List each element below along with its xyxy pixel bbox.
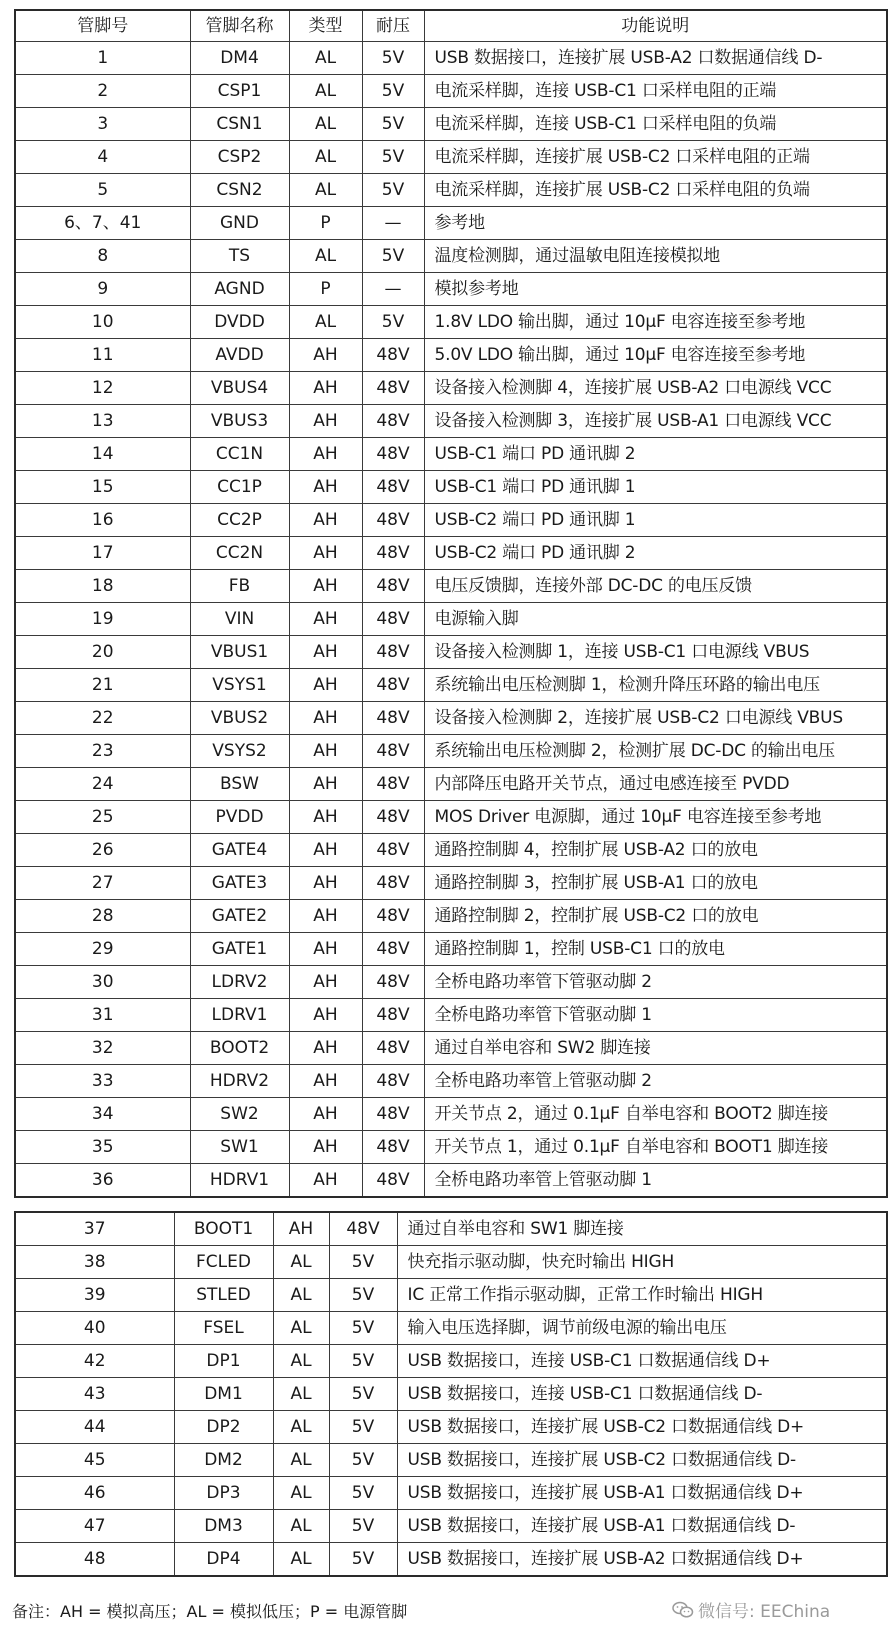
pin-number-cell: 15	[15, 471, 190, 504]
pin-name-cell: DM1	[174, 1378, 273, 1411]
table-row	[15, 570, 887, 603]
pin-number-cell: 3	[15, 108, 190, 141]
pin-number-cell: 11	[15, 339, 190, 372]
pin-type-cell: AL	[273, 1543, 329, 1577]
function-description-cell: 输入电压选择脚，调节前级电源的输出电压	[397, 1312, 887, 1345]
table-row	[15, 1164, 887, 1198]
pin-name-cell: DP4	[174, 1543, 273, 1577]
pin-number-cell: 38	[15, 1246, 174, 1279]
function-description-cell: 通路控制脚 1，控制 USB-C1 口的放电	[424, 933, 887, 966]
table-row	[15, 1279, 887, 1312]
pin-name-cell: CC2N	[190, 537, 289, 570]
function-description-cell: USB-C1 端口 PD 通讯脚 1	[424, 471, 887, 504]
pin-number-cell: 44	[15, 1411, 174, 1444]
function-description-cell: USB 数据接口，连接扩展 USB-A1 口数据通信线 D+	[397, 1477, 887, 1510]
voltage-rating-cell: 48V	[362, 966, 424, 999]
pin-number-cell: 13	[15, 405, 190, 438]
table-row	[15, 1246, 887, 1279]
pin-name-cell: GATE2	[190, 900, 289, 933]
pin-name-cell: LDRV2	[190, 966, 289, 999]
pin-number-cell: 12	[15, 372, 190, 405]
pin-name-cell: BOOT2	[190, 1032, 289, 1065]
voltage-rating-cell: 5V	[362, 174, 424, 207]
pin-number-cell: 30	[15, 966, 190, 999]
pin-number-cell: 37	[15, 1212, 174, 1246]
voltage-rating-cell: 5V	[329, 1411, 397, 1444]
pin-number-cell: 10	[15, 306, 190, 339]
table-row	[15, 999, 887, 1032]
pin-type-cell: AH	[289, 900, 362, 933]
pin-name-cell: FB	[190, 570, 289, 603]
voltage-rating-cell: 48V	[362, 1098, 424, 1131]
pin-name-cell: DP1	[174, 1345, 273, 1378]
pin-number-cell: 23	[15, 735, 190, 768]
function-description-cell: 1.8V LDO 输出脚，通过 10μF 电容连接至参考地	[424, 306, 887, 339]
table-row	[15, 867, 887, 900]
function-description-cell: USB 数据接口，连接扩展 USB-A2 口数据通信线 D+	[397, 1543, 887, 1577]
voltage-rating-cell: 48V	[362, 1131, 424, 1164]
function-description-cell: 温度检测脚，通过温敏电阻连接模拟地	[424, 240, 887, 273]
voltage-rating-cell: 48V	[362, 372, 424, 405]
header-type: 类型	[289, 10, 362, 42]
pin-name-cell: DP2	[174, 1411, 273, 1444]
pin-number-cell: 18	[15, 570, 190, 603]
pin-name-cell: GATE3	[190, 867, 289, 900]
pin-type-cell: AL	[273, 1246, 329, 1279]
pin-type-cell: AH	[289, 405, 362, 438]
pin-name-cell: VBUS2	[190, 702, 289, 735]
pin-name-cell: CC1N	[190, 438, 289, 471]
function-description-cell: 模拟参考地	[424, 273, 887, 306]
table-row	[15, 1510, 887, 1543]
pin-table-lower	[14, 1211, 888, 1577]
voltage-rating-cell: 5V	[362, 108, 424, 141]
table-row	[15, 900, 887, 933]
table-row	[15, 1444, 887, 1477]
function-description-cell: USB 数据接口，连接扩展 USB-A1 口数据通信线 D-	[397, 1510, 887, 1543]
voltage-rating-cell: —	[362, 207, 424, 240]
function-description-cell: 开关节点 1，通过 0.1μF 自举电容和 BOOT1 脚连接	[424, 1131, 887, 1164]
voltage-rating-cell: 5V	[329, 1510, 397, 1543]
function-description-cell: 通路控制脚 3，控制扩展 USB-A1 口的放电	[424, 867, 887, 900]
table-row	[15, 1212, 887, 1246]
header-voltage-rating: 耐压	[362, 10, 424, 42]
voltage-rating-cell: 48V	[362, 636, 424, 669]
table-row	[15, 1065, 887, 1098]
function-description-cell: USB-C1 端口 PD 通讯脚 2	[424, 438, 887, 471]
pin-name-cell: AVDD	[190, 339, 289, 372]
function-description-cell: 内部降压电路开关节点，通过电感连接至 PVDD	[424, 768, 887, 801]
voltage-rating-cell: 5V	[329, 1543, 397, 1577]
pin-number-cell: 47	[15, 1510, 174, 1543]
pin-type-cell: AH	[289, 801, 362, 834]
pin-name-cell: DM3	[174, 1510, 273, 1543]
function-description-cell: 设备接入检测脚 2，连接扩展 USB-C2 口电源线 VBUS	[424, 702, 887, 735]
voltage-rating-cell: 5V	[329, 1477, 397, 1510]
voltage-rating-cell: 48V	[362, 603, 424, 636]
function-description-cell: USB-C2 端口 PD 通讯脚 1	[424, 504, 887, 537]
function-description-cell: 5.0V LDO 输出脚，通过 10μF 电容连接至参考地	[424, 339, 887, 372]
pin-name-cell: VSYS2	[190, 735, 289, 768]
function-description-cell: USB 数据接口，连接 USB-C1 口数据通信线 D-	[397, 1378, 887, 1411]
table-row	[15, 438, 887, 471]
pin-name-cell: HDRV1	[190, 1164, 289, 1198]
pin-type-cell: AL	[273, 1312, 329, 1345]
table-row	[15, 141, 887, 174]
pin-number-cell: 29	[15, 933, 190, 966]
table-row	[15, 669, 887, 702]
voltage-rating-cell: 5V	[329, 1444, 397, 1477]
pin-number-cell: 17	[15, 537, 190, 570]
voltage-rating-cell: 5V	[329, 1246, 397, 1279]
pin-number-cell: 35	[15, 1131, 190, 1164]
voltage-rating-cell: 5V	[329, 1378, 397, 1411]
voltage-rating-cell: 5V	[362, 240, 424, 273]
pin-number-cell: 26	[15, 834, 190, 867]
voltage-rating-cell: 48V	[362, 933, 424, 966]
pin-name-cell: CSP1	[190, 75, 289, 108]
function-description-cell: USB-C2 端口 PD 通讯脚 2	[424, 537, 887, 570]
pin-type-cell: AH	[289, 603, 362, 636]
pin-name-cell: DM2	[174, 1444, 273, 1477]
function-description-cell: 设备接入检测脚 3，连接扩展 USB-A1 口电源线 VCC	[424, 405, 887, 438]
table-row	[15, 240, 887, 273]
voltage-rating-cell: 5V	[329, 1312, 397, 1345]
pin-name-cell: VBUS1	[190, 636, 289, 669]
table-row	[15, 471, 887, 504]
table-row	[15, 1411, 887, 1444]
voltage-rating-cell: 48V	[362, 438, 424, 471]
table-row	[15, 933, 887, 966]
function-description-cell: 通过自举电容和 SW1 脚连接	[397, 1212, 887, 1246]
voltage-rating-cell: 48V	[362, 471, 424, 504]
function-description-cell: 电源输入脚	[424, 603, 887, 636]
voltage-rating-cell: 48V	[362, 1032, 424, 1065]
pin-number-cell: 31	[15, 999, 190, 1032]
pin-number-cell: 5	[15, 174, 190, 207]
pin-type-cell: AL	[273, 1477, 329, 1510]
pin-name-cell: FSEL	[174, 1312, 273, 1345]
pin-type-cell: AH	[289, 669, 362, 702]
pin-number-cell: 4	[15, 141, 190, 174]
table-row	[15, 174, 887, 207]
pin-name-cell: DP3	[174, 1477, 273, 1510]
pin-type-cell: AH	[273, 1212, 329, 1246]
pin-name-cell: DM4	[190, 42, 289, 75]
pin-name-cell: GATE4	[190, 834, 289, 867]
table-row	[15, 834, 887, 867]
pin-table-upper	[14, 9, 888, 1198]
pin-number-cell: 42	[15, 1345, 174, 1378]
voltage-rating-cell: 48V	[362, 768, 424, 801]
pin-number-cell: 33	[15, 1065, 190, 1098]
pin-type-cell: AH	[289, 1065, 362, 1098]
function-description-cell: 设备接入检测脚 4，连接扩展 USB-A2 口电源线 VCC	[424, 372, 887, 405]
table-row	[15, 801, 887, 834]
voltage-rating-cell: 48V	[362, 1065, 424, 1098]
table-row	[15, 207, 887, 240]
voltage-rating-cell: 48V	[362, 339, 424, 372]
function-description-cell: 全桥电路功率管下管驱动脚 1	[424, 999, 887, 1032]
pin-number-cell: 43	[15, 1378, 174, 1411]
function-description-cell: 系统输出电压检测脚 1，检测升降压环路的输出电压	[424, 669, 887, 702]
voltage-rating-cell: 48V	[362, 735, 424, 768]
voltage-rating-cell: 48V	[362, 405, 424, 438]
function-description-cell: USB 数据接口，连接扩展 USB-A2 口数据通信线 D-	[424, 42, 887, 75]
function-description-cell: IC 正常工作指示驱动脚，正常工作时输出 HIGH	[397, 1279, 887, 1312]
header-pin-number: 管脚号	[15, 10, 190, 42]
pin-number-cell: 8	[15, 240, 190, 273]
pin-type-cell: AL	[289, 75, 362, 108]
function-description-cell: 电流采样脚，连接 USB-C1 口采样电阻的正端	[424, 75, 887, 108]
pin-type-cell: AH	[289, 1131, 362, 1164]
pin-name-cell: BOOT1	[174, 1212, 273, 1246]
pin-number-cell: 46	[15, 1477, 174, 1510]
pin-type-cell: AL	[273, 1345, 329, 1378]
pin-type-cell: AL	[273, 1444, 329, 1477]
table-row	[15, 372, 887, 405]
pin-number-cell: 34	[15, 1098, 190, 1131]
function-description-cell: 全桥电路功率管下管驱动脚 2	[424, 966, 887, 999]
pin-name-cell: GND	[190, 207, 289, 240]
pin-name-cell: AGND	[190, 273, 289, 306]
pin-type-cell: AH	[289, 1098, 362, 1131]
pin-type-cell: AH	[289, 999, 362, 1032]
table-row	[15, 504, 887, 537]
pin-number-cell: 45	[15, 1444, 174, 1477]
pin-name-cell: BSW	[190, 768, 289, 801]
pin-number-cell: 20	[15, 636, 190, 669]
pin-number-cell: 2	[15, 75, 190, 108]
header-pin-name: 管脚名称	[190, 10, 289, 42]
voltage-rating-cell: 48V	[362, 504, 424, 537]
pin-type-cell: AL	[273, 1510, 329, 1543]
pin-number-cell: 24	[15, 768, 190, 801]
voltage-rating-cell: 48V	[362, 999, 424, 1032]
wechat-icon	[672, 1601, 694, 1619]
function-description-cell: 参考地	[424, 207, 887, 240]
pin-name-cell: CSN1	[190, 108, 289, 141]
pin-number-cell: 39	[15, 1279, 174, 1312]
pin-type-cell: AH	[289, 570, 362, 603]
pin-type-cell: AH	[289, 537, 362, 570]
table-row	[15, 108, 887, 141]
table-row	[15, 42, 887, 75]
watermark-text: 微信号: EEChina	[698, 1602, 831, 1622]
pin-number-cell: 25	[15, 801, 190, 834]
pin-type-cell: AH	[289, 867, 362, 900]
voltage-rating-cell: 48V	[362, 702, 424, 735]
table-row	[15, 1477, 887, 1510]
voltage-rating-cell: 48V	[329, 1212, 397, 1246]
table-row	[15, 966, 887, 999]
function-description-cell: USB 数据接口，连接 USB-C1 口数据通信线 D+	[397, 1345, 887, 1378]
pin-type-cell: AL	[289, 42, 362, 75]
function-description-cell: 通路控制脚 4，控制扩展 USB-A2 口的放电	[424, 834, 887, 867]
function-description-cell: 设备接入检测脚 1，连接 USB-C1 口电源线 VBUS	[424, 636, 887, 669]
table-row	[15, 1345, 887, 1378]
pin-type-cell: AH	[289, 504, 362, 537]
pin-type-cell: AL	[273, 1411, 329, 1444]
pin-name-cell: HDRV2	[190, 1065, 289, 1098]
function-description-cell: 电流采样脚，连接扩展 USB-C2 口采样电阻的正端	[424, 141, 887, 174]
pin-type-cell: AH	[289, 966, 362, 999]
function-description-cell: 电流采样脚，连接扩展 USB-C2 口采样电阻的负端	[424, 174, 887, 207]
table-row	[15, 1378, 887, 1411]
pin-number-cell: 22	[15, 702, 190, 735]
pin-type-cell: AH	[289, 372, 362, 405]
pin-number-cell: 1	[15, 42, 190, 75]
pin-type-cell: AH	[289, 471, 362, 504]
table-row	[15, 768, 887, 801]
pin-name-cell: SW2	[190, 1098, 289, 1131]
pin-type-cell: P	[289, 273, 362, 306]
voltage-rating-cell: 48V	[362, 801, 424, 834]
pin-number-cell: 21	[15, 669, 190, 702]
pin-number-cell: 14	[15, 438, 190, 471]
table-row	[15, 75, 887, 108]
pin-type-cell: AH	[289, 1032, 362, 1065]
pin-type-cell: AL	[289, 306, 362, 339]
pin-type-cell: AH	[289, 438, 362, 471]
pin-number-cell: 9	[15, 273, 190, 306]
pin-name-cell: STLED	[174, 1279, 273, 1312]
voltage-rating-cell: 5V	[362, 42, 424, 75]
pin-type-cell: AH	[289, 768, 362, 801]
function-description-cell: 快充指示驱动脚，快充时输出 HIGH	[397, 1246, 887, 1279]
voltage-rating-cell: 48V	[362, 669, 424, 702]
table-row	[15, 306, 887, 339]
pin-number-cell: 36	[15, 1164, 190, 1198]
pin-number-cell: 40	[15, 1312, 174, 1345]
function-description-cell: 通过自举电容和 SW2 脚连接	[424, 1032, 887, 1065]
pin-number-cell: 16	[15, 504, 190, 537]
pin-name-cell: VBUS4	[190, 372, 289, 405]
pin-type-cell: AH	[289, 1164, 362, 1198]
pin-type-cell: AH	[289, 702, 362, 735]
pin-name-cell: PVDD	[190, 801, 289, 834]
table-row	[15, 1098, 887, 1131]
function-description-cell: 电流采样脚，连接 USB-C1 口采样电阻的负端	[424, 108, 887, 141]
function-description-cell: USB 数据接口，连接扩展 USB-C2 口数据通信线 D+	[397, 1411, 887, 1444]
voltage-rating-cell: 48V	[362, 867, 424, 900]
table-row	[15, 339, 887, 372]
pin-name-cell: VIN	[190, 603, 289, 636]
pin-type-cell: AH	[289, 933, 362, 966]
watermark	[672, 1597, 830, 1622]
voltage-rating-cell: 48V	[362, 570, 424, 603]
pin-number-cell: 28	[15, 900, 190, 933]
function-description-cell: 全桥电路功率管上管驱动脚 2	[424, 1065, 887, 1098]
pin-name-cell: CC2P	[190, 504, 289, 537]
pin-name-cell: LDRV1	[190, 999, 289, 1032]
function-description-cell: USB 数据接口，连接扩展 USB-C2 口数据通信线 D-	[397, 1444, 887, 1477]
pin-number-cell: 32	[15, 1032, 190, 1065]
pin-number-cell: 48	[15, 1543, 174, 1577]
table-row	[15, 1312, 887, 1345]
function-description-cell: 开关节点 2，通过 0.1μF 自举电容和 BOOT2 脚连接	[424, 1098, 887, 1131]
pin-type-cell: AH	[289, 735, 362, 768]
pin-type-cell: AH	[289, 636, 362, 669]
voltage-rating-cell: 48V	[362, 900, 424, 933]
table-row	[15, 405, 887, 438]
pin-type-cell: AL	[289, 141, 362, 174]
voltage-rating-cell: 48V	[362, 1164, 424, 1198]
pin-name-cell: VSYS1	[190, 669, 289, 702]
pin-type-cell: AH	[289, 834, 362, 867]
pin-type-cell: AL	[289, 240, 362, 273]
pin-type-cell: AL	[289, 174, 362, 207]
pin-type-cell: AL	[289, 108, 362, 141]
pin-type-cell: P	[289, 207, 362, 240]
pin-number-cell: 6、7、41	[15, 207, 190, 240]
table-row	[15, 702, 887, 735]
function-description-cell: 通路控制脚 2，控制扩展 USB-C2 口的放电	[424, 900, 887, 933]
voltage-rating-cell: 48V	[362, 834, 424, 867]
pin-name-cell: VBUS3	[190, 405, 289, 438]
pin-name-cell: TS	[190, 240, 289, 273]
pin-name-cell: CSP2	[190, 141, 289, 174]
table-row	[15, 1032, 887, 1065]
pin-number-cell: 27	[15, 867, 190, 900]
voltage-rating-cell: —	[362, 273, 424, 306]
voltage-rating-cell: 5V	[329, 1279, 397, 1312]
function-description-cell: 电压反馈脚，连接外部 DC-DC 的电压反馈	[424, 570, 887, 603]
pin-type-cell: AH	[289, 339, 362, 372]
voltage-rating-cell: 48V	[362, 537, 424, 570]
footnote: 备注：AH = 模拟高压；AL = 模拟低压；P = 电源管脚	[12, 1602, 408, 1621]
pin-number-cell: 19	[15, 603, 190, 636]
table-row	[15, 636, 887, 669]
pin-name-cell: CSN2	[190, 174, 289, 207]
function-description-cell: 全桥电路功率管上管驱动脚 1	[424, 1164, 887, 1198]
voltage-rating-cell: 5V	[362, 75, 424, 108]
table-row	[15, 1543, 887, 1577]
table-row	[15, 735, 887, 768]
voltage-rating-cell: 5V	[329, 1345, 397, 1378]
table-row	[15, 273, 887, 306]
pin-name-cell: DVDD	[190, 306, 289, 339]
table-header-row	[15, 10, 887, 42]
header-function-description: 功能说明	[424, 10, 887, 42]
pin-type-cell: AL	[273, 1378, 329, 1411]
voltage-rating-cell: 5V	[362, 141, 424, 174]
table-row	[15, 1131, 887, 1164]
pin-name-cell: CC1P	[190, 471, 289, 504]
table-row	[15, 537, 887, 570]
pin-type-cell: AL	[273, 1279, 329, 1312]
pin-name-cell: SW1	[190, 1131, 289, 1164]
function-description-cell: MOS Driver 电源脚，通过 10μF 电容连接至参考地	[424, 801, 887, 834]
voltage-rating-cell: 5V	[362, 306, 424, 339]
pin-name-cell: FCLED	[174, 1246, 273, 1279]
function-description-cell: 系统输出电压检测脚 2，检测扩展 DC-DC 的输出电压	[424, 735, 887, 768]
table-row	[15, 603, 887, 636]
pin-name-cell: GATE1	[190, 933, 289, 966]
